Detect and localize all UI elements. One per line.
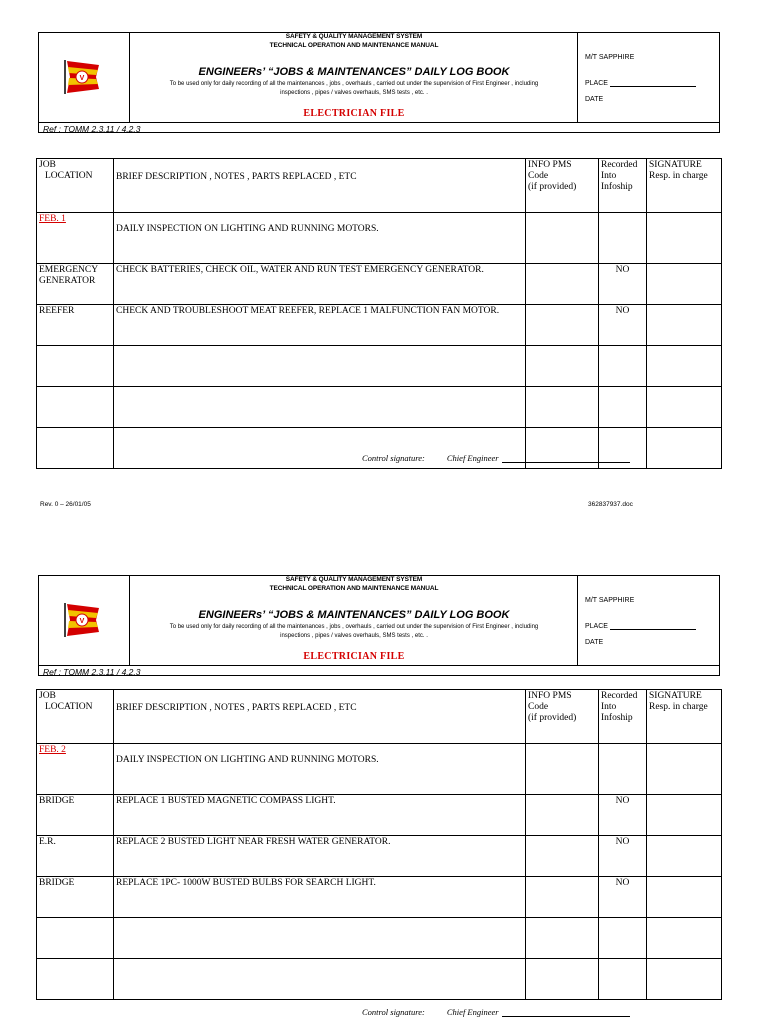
row-location: FEB. 1 [37, 213, 114, 264]
job-location-header: JOB LOCATION [37, 159, 114, 213]
table-row [37, 877, 722, 918]
chief-engineer-label: Chief Engineer [446, 453, 499, 463]
row-recorded[interactable] [599, 213, 647, 264]
row-signature[interactable] [647, 836, 722, 877]
log-table [36, 689, 722, 1000]
table-header-row [37, 690, 722, 744]
chief-engineer-label: Chief Engineer [446, 1007, 499, 1017]
table-row [37, 387, 722, 428]
place-field[interactable] [585, 80, 696, 87]
header-box [38, 32, 720, 133]
system-title-line1: SAFETY & QUALITY MANAGEMENT SYSTEM [285, 33, 423, 40]
system-title-line1: SAFETY & QUALITY MANAGEMENT SYSTEM [285, 576, 423, 583]
row-info[interactable] [526, 877, 599, 918]
row-description[interactable]: REPLACE 2 BUSTED LIGHT NEAR FRESH WATER GENERATOR. [114, 836, 526, 877]
row-signature[interactable] [647, 744, 722, 795]
row-location[interactable] [37, 346, 114, 387]
row-signature[interactable] [647, 428, 722, 469]
info-pms-header: INFO PMS Code (if provided) [526, 690, 599, 744]
ship-name: M/T SAPPHIRE [585, 597, 635, 604]
table-row [37, 959, 722, 1000]
row-signature[interactable] [647, 264, 722, 305]
row-description[interactable]: CHECK BATTERIES, CHECK OIL, WATER AND RUN TEST EMERGENCY GENERATOR. [114, 264, 526, 305]
row-signature[interactable] [647, 213, 722, 264]
row-signature[interactable] [647, 387, 722, 428]
company-flag-logo [61, 602, 105, 638]
system-title-line2: TECHNICAL OPERATION AND MAINTENANCE MANUAL [269, 42, 439, 49]
row-info[interactable] [526, 213, 599, 264]
control-signature-label: Control signature: [362, 453, 425, 463]
reference: Ref : TOMM 2.3.11 / 4.2.3 [43, 667, 141, 677]
row-recorded[interactable] [599, 744, 647, 795]
place-field[interactable] [585, 623, 696, 630]
control-signature[interactable] [362, 453, 630, 463]
signature-header: SIGNATURE Resp. in charge [647, 690, 722, 744]
row-location[interactable] [37, 959, 114, 1000]
row-signature[interactable] [647, 959, 722, 1000]
log-table [36, 158, 722, 469]
row-recorded[interactable]: NO [599, 795, 647, 836]
row-description[interactable] [114, 959, 526, 1000]
ship-name: M/T SAPPHIRE [585, 54, 635, 61]
system-title-line2: TECHNICAL OPERATION AND MAINTENANCE MANUAL [269, 585, 439, 592]
logbook-subtitle-line2: inspections , pipes / valves overhauls, SMS tests , etc. . [280, 90, 428, 96]
date-label: DATE [585, 96, 604, 103]
row-description[interactable] [114, 346, 526, 387]
table-row [37, 305, 722, 346]
file-name: ELECTRICIAN FILE [303, 108, 405, 119]
row-recorded[interactable] [599, 918, 647, 959]
table-row [37, 213, 722, 264]
row-location: E.R. [37, 836, 114, 877]
row-info[interactable] [526, 744, 599, 795]
reference: Ref : TOMM 2.3.11 / 4.2.3 [43, 124, 141, 134]
table-header-row [37, 159, 722, 213]
recorded-header: Recorded Into Infoship [599, 690, 647, 744]
revision-note: Rev. 0 – 26/01/05 [40, 501, 91, 508]
row-info[interactable] [526, 918, 599, 959]
row-location: BRIDGE [37, 877, 114, 918]
row-signature[interactable] [647, 795, 722, 836]
row-recorded[interactable]: NO [599, 836, 647, 877]
date-label: DATE [585, 639, 604, 646]
row-signature[interactable] [647, 918, 722, 959]
document-file-name: 362837937.doc [588, 501, 633, 508]
info-pms-header: INFO PMS Code (if provided) [526, 159, 599, 213]
row-location[interactable] [37, 387, 114, 428]
company-flag-logo [61, 59, 105, 95]
logbook-subtitle-line2: inspections , pipes / valves overhauls, SMS tests , etc. . [280, 633, 428, 639]
row-signature[interactable] [647, 305, 722, 346]
table-row [37, 918, 722, 959]
logbook-title: ENGINEERs’ “JOBS & MAINTENANCES” DAILY LOG BOOK [198, 66, 510, 78]
row-recorded[interactable]: NO [599, 877, 647, 918]
svg-text:V: V [79, 618, 85, 625]
row-location: BRIDGE [37, 795, 114, 836]
row-location[interactable] [37, 428, 114, 469]
signature-header: SIGNATURE Resp. in charge [647, 159, 722, 213]
row-info[interactable] [526, 959, 599, 1000]
row-info[interactable] [526, 264, 599, 305]
row-recorded[interactable] [599, 959, 647, 1000]
row-signature[interactable] [647, 877, 722, 918]
date-field[interactable] [585, 96, 603, 103]
table-row [37, 795, 722, 836]
row-signature[interactable] [647, 346, 722, 387]
control-signature-label: Control signature: [362, 1007, 425, 1017]
job-location-header: JOB LOCATION [37, 690, 114, 744]
control-signature[interactable] [362, 1007, 630, 1017]
row-info[interactable] [526, 305, 599, 346]
date-field[interactable] [585, 639, 603, 646]
row-recorded[interactable] [599, 387, 647, 428]
logbook-title: ENGINEERs’ “JOBS & MAINTENANCES” DAILY LOG BOOK [198, 609, 510, 621]
description-header: BRIEF DESCRIPTION , NOTES , PARTS REPLACED , ETC [114, 159, 526, 213]
place-label: PLACE [585, 623, 608, 630]
row-description[interactable]: CHECK AND TROUBLESHOOT MEAT REEFER, REPLACE 1 MALFUNCTION FAN MOTOR. [114, 305, 526, 346]
row-info[interactable] [526, 346, 599, 387]
row-recorded[interactable]: NO [599, 264, 647, 305]
file-name: ELECTRICIAN FILE [303, 651, 405, 662]
table-row [37, 346, 722, 387]
table-row [37, 264, 722, 305]
table-row [37, 836, 722, 877]
row-description[interactable]: REPLACE 1PC- 1000W BUSTED BULBS FOR SEARCH LIGHT. [114, 877, 526, 918]
row-location: FEB. 2 [37, 744, 114, 795]
row-description[interactable]: DAILY INSPECTION ON LIGHTING AND RUNNING MOTORS. [114, 744, 526, 795]
row-location: REEFER [37, 305, 114, 346]
row-info[interactable] [526, 795, 599, 836]
table-row [37, 744, 722, 795]
row-description[interactable] [114, 918, 526, 959]
row-info[interactable] [526, 387, 599, 428]
row-description[interactable]: DAILY INSPECTION ON LIGHTING AND RUNNING MOTORS. [114, 213, 526, 264]
recorded-header: Recorded Into Infoship [599, 159, 647, 213]
logbook-subtitle-line1: To be used only for daily recording of all the maintenances , jobs , overhauls , carried out under the supervision of First Engineer , including [169, 624, 539, 630]
header-box [38, 575, 720, 676]
description-header: BRIEF DESCRIPTION , NOTES , PARTS REPLACED , ETC [114, 690, 526, 744]
row-description[interactable] [114, 387, 526, 428]
row-recorded[interactable]: NO [599, 305, 647, 346]
row-description[interactable]: REPLACE 1 BUSTED MAGNETIC COMPASS LIGHT. [114, 795, 526, 836]
row-info[interactable] [526, 836, 599, 877]
row-location: EMERGENCY GENERATOR [37, 264, 114, 305]
logbook-subtitle-line1: To be used only for daily recording of all the maintenances , jobs , overhauls , carried out under the supervision of First Engineer , including [169, 81, 539, 87]
svg-text:V: V [79, 75, 85, 82]
row-location[interactable] [37, 918, 114, 959]
row-recorded[interactable] [599, 346, 647, 387]
place-label: PLACE [585, 80, 608, 87]
